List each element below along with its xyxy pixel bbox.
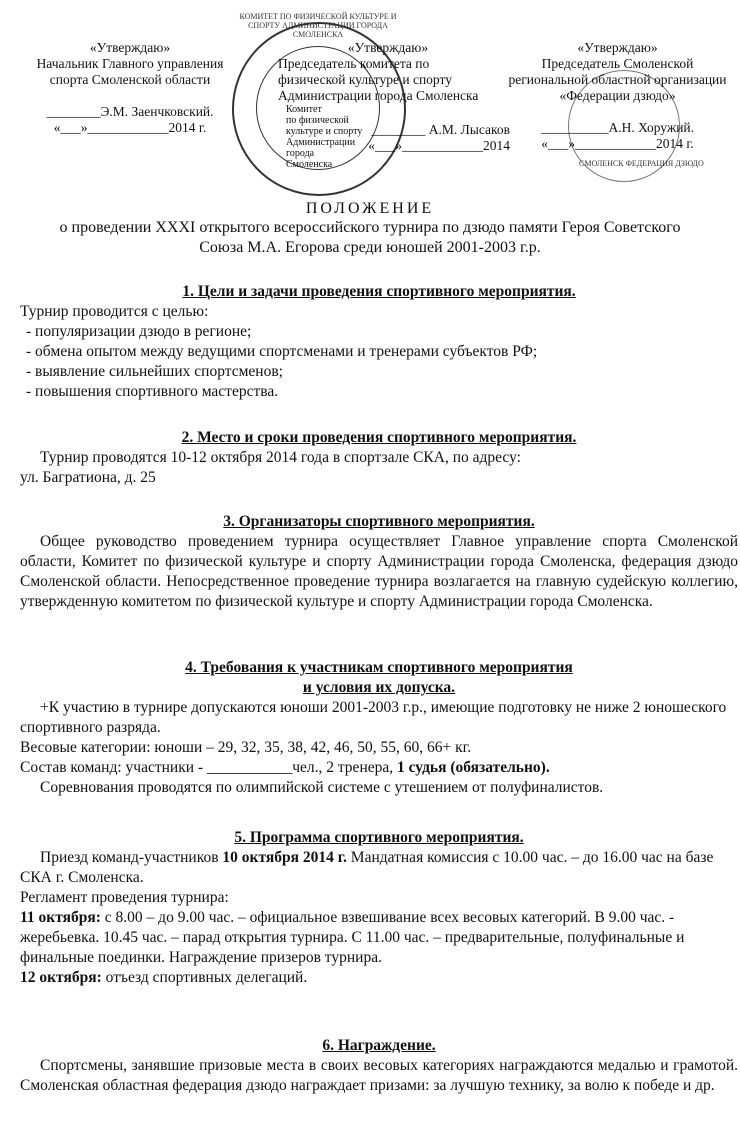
goal-item: - повышения спортивного мастерства. [26, 383, 279, 400]
approval-right-position-3: «Федерации дзюдо» [559, 88, 676, 103]
approval-right-signature: __________А.Н. Хоружий. [540, 120, 695, 135]
section-participants-system: Соревнования проводятся по олимпийской системе с утешением от полуфиналистов. [40, 779, 604, 796]
section-awards-text: Спортсмены, занявшие призовые места в своих весовых категориях награждаются медалью и грамотой. Смоленская областная федерация дзюдо награждает призами: за лучшую технику, за волю к победе и др. [20, 1057, 738, 1094]
section-participants-heading-1: 4. Требования к участникам спортивного мероприятия [185, 659, 573, 676]
approval-right-stamp: «Утверждаю» [577, 40, 658, 55]
approval-left-signature: ________Э.М. Заенчковский. [46, 104, 214, 119]
section-awards [20, 1036, 738, 1096]
section-participants [20, 658, 738, 798]
section-goals-intro: Турнир проводится с целью: [20, 303, 209, 320]
section-venue-address: ул. Багратиона, д. 25 [20, 469, 156, 486]
approval-left [30, 40, 230, 136]
section-program-arrival: Приезд команд-участников 10 октября 2014 г. Мандатная комиссия с 10.00 час. – до 16.00 час на базе СКА г. Смоленска. [20, 849, 714, 886]
section-organizers-text: Общее руководство проведением турнира осуществляет Главное управление спорта Смоленской области, Комитет по физической культуре и спорту Администрации города Смоленска, федерация дзюдо Смоленской области. Непосредственное проведение турнира возлагается на главную судейскую коллегию, утвержденную комитетом по физической культуре и спорту Администрации города Смоленска. [20, 533, 738, 610]
approval-left-position-2: спорта Смоленской области [49, 72, 211, 87]
approval-middle-signature: ________ А.М. Лысаков [371, 122, 510, 137]
approval-left-position-1: Начальник Главного управления [36, 56, 224, 71]
section-venue-heading: 2. Место и сроки проведения спортивного мероприятия. [181, 429, 577, 446]
goal-item: - популяризации дзюдо в регионе; [26, 323, 252, 340]
approval-left-stamp: «Утверждаю» [89, 40, 171, 55]
approval-right-position-2: региональной областной организации [508, 72, 727, 87]
section-venue [20, 428, 738, 488]
approval-middle-stamp: «Утверждаю» [347, 40, 429, 55]
goal-item: - обмена опытом между ведущими спортсменами и тренерами субъектов РФ; [26, 343, 538, 360]
approval-middle-signature-block [330, 122, 510, 154]
section-venue-dates: Турнир проводятся 10-12 октября 2014 года в спортзале СКА, по адресу: [40, 449, 521, 466]
section-awards-heading: 6. Награждение. [322, 1037, 436, 1054]
approval-middle-position-1: Председатель комитета по [278, 56, 430, 71]
section-program-regulation: Регламент проведения турнира: [20, 889, 229, 906]
section-participants-eligibility: +К участию в турнире допускаются юноши 2001-2003 г.р., имеющие подготовку не ниже 2 юношеского спортивного разряда. [20, 699, 727, 736]
approval-middle-date: «___»____________2014 [368, 138, 510, 153]
approval-left-date: «___»____________2014 г. [53, 120, 207, 135]
section-participants-teams: Состав команд: участники - ___________чел., 2 тренера, 1 судья (обязательно). [20, 759, 550, 776]
document-subtitle: о проведении XXXI открытого всероссийского турнира по дзюдо памяти Героя Советского Союза М.А. Егорова среди юношей 2001-2003 г.р. [59, 219, 681, 256]
section-goals [20, 282, 738, 402]
seal-ring-text: КОМИТЕТ ПО ФИЗИЧЕСКОЙ КУЛЬТУРЕ И СПОРТУ АДМИНИСТРАЦИИ ГОРОДА СМОЛЕНСКА [239, 12, 397, 39]
approval-middle-position-3: Администрации города Смоленска [278, 88, 479, 103]
section-program-day-11: 11 октября: с 8.00 – до 9.00 час. – официальное взвешивание всех весовых категорий. В 9.00 час. - жеребьевка. 10.45 час. – парад открытия турнира. С 11.00 час. – предварительные, полуфинальные и финальные поединки. Награждение призеров турнира. [20, 909, 685, 966]
section-participants-heading-2: и условия их допуска. [302, 679, 456, 696]
section-program [20, 828, 738, 988]
approval-right-position-1: Председатель Смоленской [541, 56, 694, 71]
approval-right [505, 40, 730, 152]
approval-right-date: «___»____________2014 г. [541, 136, 694, 151]
approval-middle-position-2: физической культуре и спорту [278, 72, 452, 87]
section-goals-heading: 1. Цели и задачи проведения спортивного мероприятия. [182, 283, 576, 300]
goal-item: - выявление сильнейших спортсменов; [26, 363, 283, 380]
section-program-heading: 5. Программа спортивного мероприятия. [234, 829, 524, 846]
section-participants-weights: Весовые категории: юноши – 29, 32, 35, 38, 42, 46, 50, 55, 60, 66+ кг. [20, 739, 472, 756]
section-organizers-heading: 3. Организаторы спортивного мероприятия. [223, 513, 535, 530]
section-organizers [20, 512, 738, 612]
section-program-day-12: 12 октября: отъезд спортивных делегаций. [20, 969, 308, 986]
federation-seal-text: СМОЛЕНСК ФЕДЕРАЦИЯ ДЗЮДО [579, 159, 704, 168]
seal-center-text: Комитет по физической культуре и спорту Администрации города Смоленска [286, 104, 363, 170]
document-title: ПОЛОЖЕНИЕ [305, 200, 435, 217]
